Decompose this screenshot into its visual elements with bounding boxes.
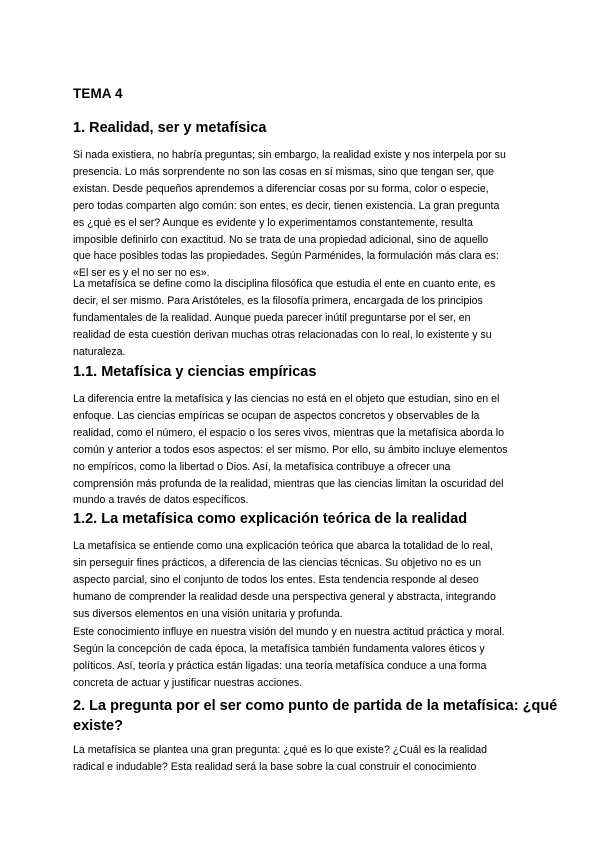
- text-line: sin perseguir fines prácticos, a diferencia de las ciencias técnicas. Su objetivo no es un: [73, 556, 482, 569]
- text-line: enfoque. Las ciencias empíricas se ocupan de aspectos concretos y observables de la: [73, 409, 480, 422]
- text-line: imposible definirlo con exactitud. No se trata de una propiedad adicional, sino de aquello: [73, 233, 489, 246]
- text-line: Si nada existiera, no habría preguntas; sin embargo, la realidad existe y nos interpela por su: [73, 149, 506, 161]
- section-heading-1-2: 1.2. La metafísica como explicación teórica de la realidad: [73, 511, 468, 527]
- text-line: pero todas comparten algo común: son entes, es decir, tienen existencia. La gran pregunta: [73, 199, 500, 212]
- heading-line: 2. La pregunta por el ser como punto de partida de la metafísica: ¿qué: [73, 698, 558, 714]
- text-line: La metafísica se entiende como una explicación teórica que abarca la totalidad de lo real,: [73, 540, 493, 552]
- paragraph-2-1: [73, 742, 533, 776]
- text-line: La metafísica se plantea una gran pregunta: ¿qué es lo que existe? ¿Cuál es la realidad: [73, 744, 488, 756]
- text-line: que hace posibles todas las propiedades. Según Parménides, la formulación más clara es:: [73, 250, 499, 263]
- text-line: no empíricos, como la libertad o Dios. Así, la metafísica contribuye a ofrecer una: [73, 460, 451, 473]
- text-line: decir, el ser mismo. Para Aristóteles, es la filosofía primera, encargada de los principios: [73, 294, 483, 307]
- text-line: «El ser es y el no ser no es».: [73, 267, 210, 280]
- text-line: aspecto parcial, sino el conjunto de todos los entes. Esta tendencia responde al deseo: [73, 573, 479, 586]
- text-line: común y anterior a todos esos aspectos: el ser mismo. Por ello, su ámbito incluye elementos: [73, 443, 508, 456]
- section-heading-1-1: 1.1. Metafísica y ciencias empíricas: [73, 364, 317, 380]
- paragraph-1-2: [73, 276, 533, 361]
- text-line: La diferencia entre la metafísica y las ciencias no está en el objeto que estudian, sino en el: [73, 393, 500, 405]
- section-heading-2: [73, 696, 558, 736]
- text-line: es ¿qué es el ser? Aunque es evidente y lo experimentamos constantemente, resulta: [73, 216, 473, 229]
- paragraph-1-1-1: [73, 391, 533, 509]
- text-line: concreta de actuar y justificar nuestras acciones.: [73, 676, 303, 689]
- text-line: realidad de esta cuestión derivan muchas otras relacionadas con lo real, lo existente y su: [73, 328, 492, 341]
- text-line: comprensión más profunda de la realidad, mientras que las ciencias limitan la oscuridad del: [73, 477, 504, 490]
- text-line: políticos. Así, teoría y práctica están ligadas: una teoría metafísica conduce a una forma: [73, 659, 487, 672]
- text-line: radical e indudable? Esta realidad será la base sobre la cual construir el conocimiento: [73, 760, 477, 773]
- text-line: sus diversos elementos en una visión unitaria y profunda.: [73, 607, 343, 620]
- text-line: Este conocimiento influye en nuestra visión del mundo y en nuestra actitud práctica y moral.: [73, 626, 505, 638]
- paragraph-1-1: [73, 147, 533, 282]
- text-line: presencia. Lo más sorprendente no son las cosas en sí mismas, sino que tengan ser, que: [73, 165, 495, 178]
- paragraph-1-2-2: [73, 624, 533, 692]
- text-line: existan. Desde pequeños aprendemos a diferenciar cosas por su forma, color o especie,: [73, 182, 489, 195]
- text-line: realidad, como el número, el espacio o los seres vivos, mientras que la metafísica aborda lo: [73, 426, 505, 439]
- text-line: Según la concepción de cada época, la metafísica también fundamenta valores éticos y: [73, 642, 485, 655]
- page-title: TEMA 4: [73, 86, 123, 101]
- heading-line: existe?: [73, 718, 123, 734]
- text-line: mundo a través de datos específicos.: [73, 494, 249, 507]
- text-line: La metafísica se define como la disciplina filosófica que estudia el ente en cuanto ente, es: [73, 278, 496, 290]
- paragraph-1-2-1: [73, 538, 533, 623]
- text-line: naturaleza.: [73, 345, 126, 358]
- section-heading-1: 1. Realidad, ser y metafísica: [73, 120, 267, 136]
- text-line: fundamentales de la realidad. Aunque pueda parecer inútil preguntarse por el ser, en: [73, 311, 471, 324]
- text-line: humano de comprender la realidad desde una perspectiva general y abstracta, integrando: [73, 590, 496, 603]
